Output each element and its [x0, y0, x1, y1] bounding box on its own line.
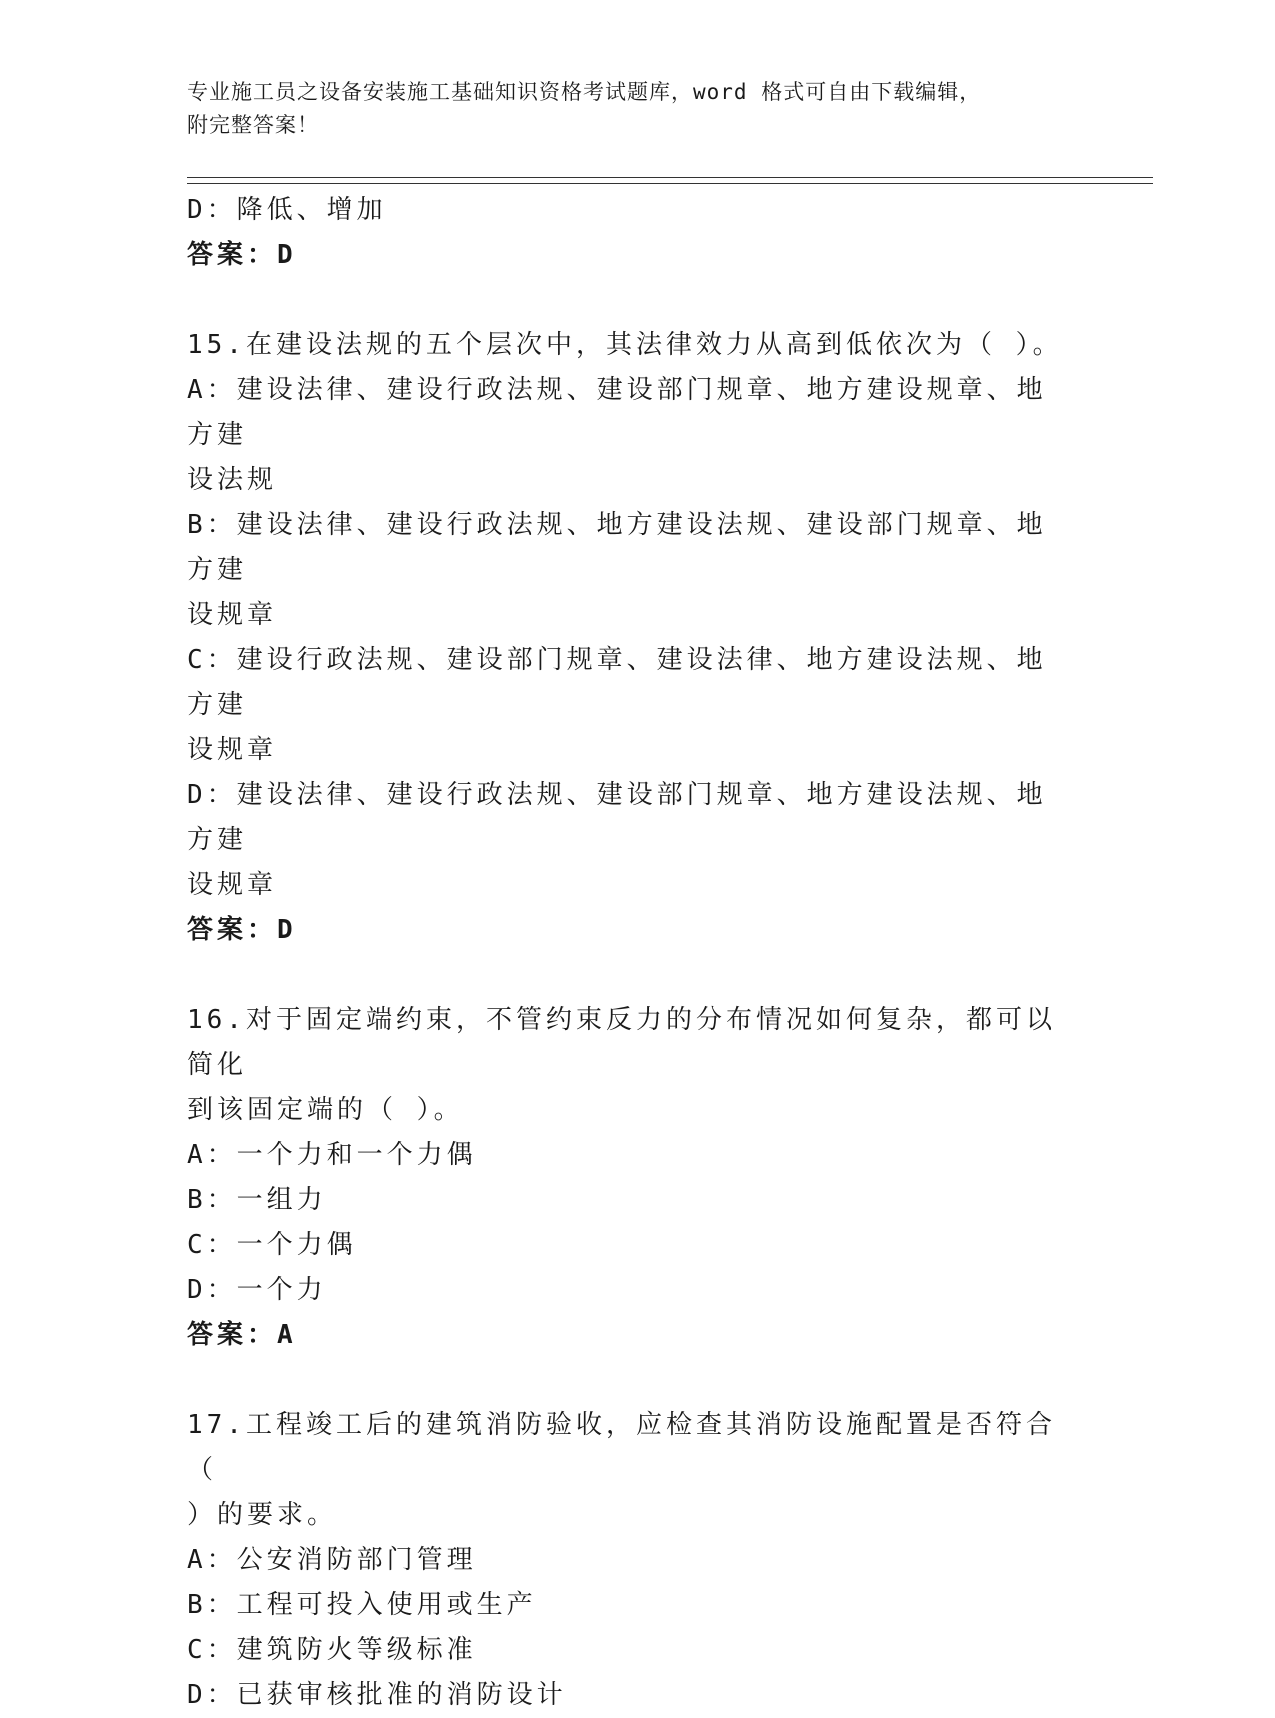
header-line-1: 专业施工员之设备安装施工基础知识资格考试题库，word 格式可自由下载编辑，	[187, 80, 982, 104]
option-d-continued: 设规章	[187, 870, 278, 900]
spacer	[187, 953, 1067, 998]
spacer	[187, 278, 1067, 323]
question-14-tail	[187, 188, 1067, 278]
option-d: D：降低、增加	[187, 195, 387, 225]
answer-label: 答案：D	[187, 240, 297, 270]
option-d: D：建设法律、建设行政法规、建设部门规章、地方建设法规、地方建	[187, 780, 1047, 855]
option-a: A：建设法律、建设行政法规、建设部门规章、地方建设规章、地方建	[187, 375, 1047, 450]
option-b-continued: 设规章	[187, 600, 278, 630]
question-stem: 15.在建设法规的五个层次中，其法律效力从高到低依次为（ ）。	[187, 330, 1063, 360]
spacer	[187, 1358, 1067, 1403]
option-a: A：一个力和一个力偶	[187, 1140, 477, 1170]
option-b: B：一组力	[187, 1185, 327, 1215]
option-a-continued: 设法规	[187, 465, 278, 495]
answer-label: 答案：A	[187, 1320, 297, 1350]
page-header	[187, 76, 1067, 142]
option-c-continued: 设规章	[187, 735, 278, 765]
question-stem: 17.工程竣工后的建筑消防验收，应检查其消防设施配置是否符合（	[187, 1410, 1056, 1485]
option-d: D：一个力	[187, 1275, 327, 1305]
question-17	[187, 1403, 1067, 1718]
option-b: B：工程可投入使用或生产	[187, 1590, 537, 1620]
option-c: C：建设行政法规、建设部门规章、建设法律、地方建设法规、地方建	[187, 645, 1047, 720]
answer-label: 答案：D	[187, 915, 297, 945]
option-c: C：一个力偶	[187, 1230, 357, 1260]
question-content	[187, 188, 1067, 1718]
option-d: D：已获审核批准的消防设计	[187, 1680, 567, 1710]
question-15	[187, 323, 1067, 953]
question-stem-continued: ）的要求。	[187, 1500, 338, 1530]
question-stem-continued: 到该固定端的（ ）。	[187, 1095, 464, 1125]
question-stem: 16.对于固定端约束，不管约束反力的分布情况如何复杂，都可以简化	[187, 1005, 1056, 1080]
option-b: B：建设法律、建设行政法规、地方建设法规、建设部门规章、地方建	[187, 510, 1047, 585]
question-16	[187, 998, 1067, 1358]
option-a: A：公安消防部门管理	[187, 1545, 477, 1575]
header-line-2: 附完整答案！	[187, 113, 319, 137]
header-double-rule	[187, 177, 1153, 184]
option-c: C：建筑防火等级标准	[187, 1635, 477, 1665]
